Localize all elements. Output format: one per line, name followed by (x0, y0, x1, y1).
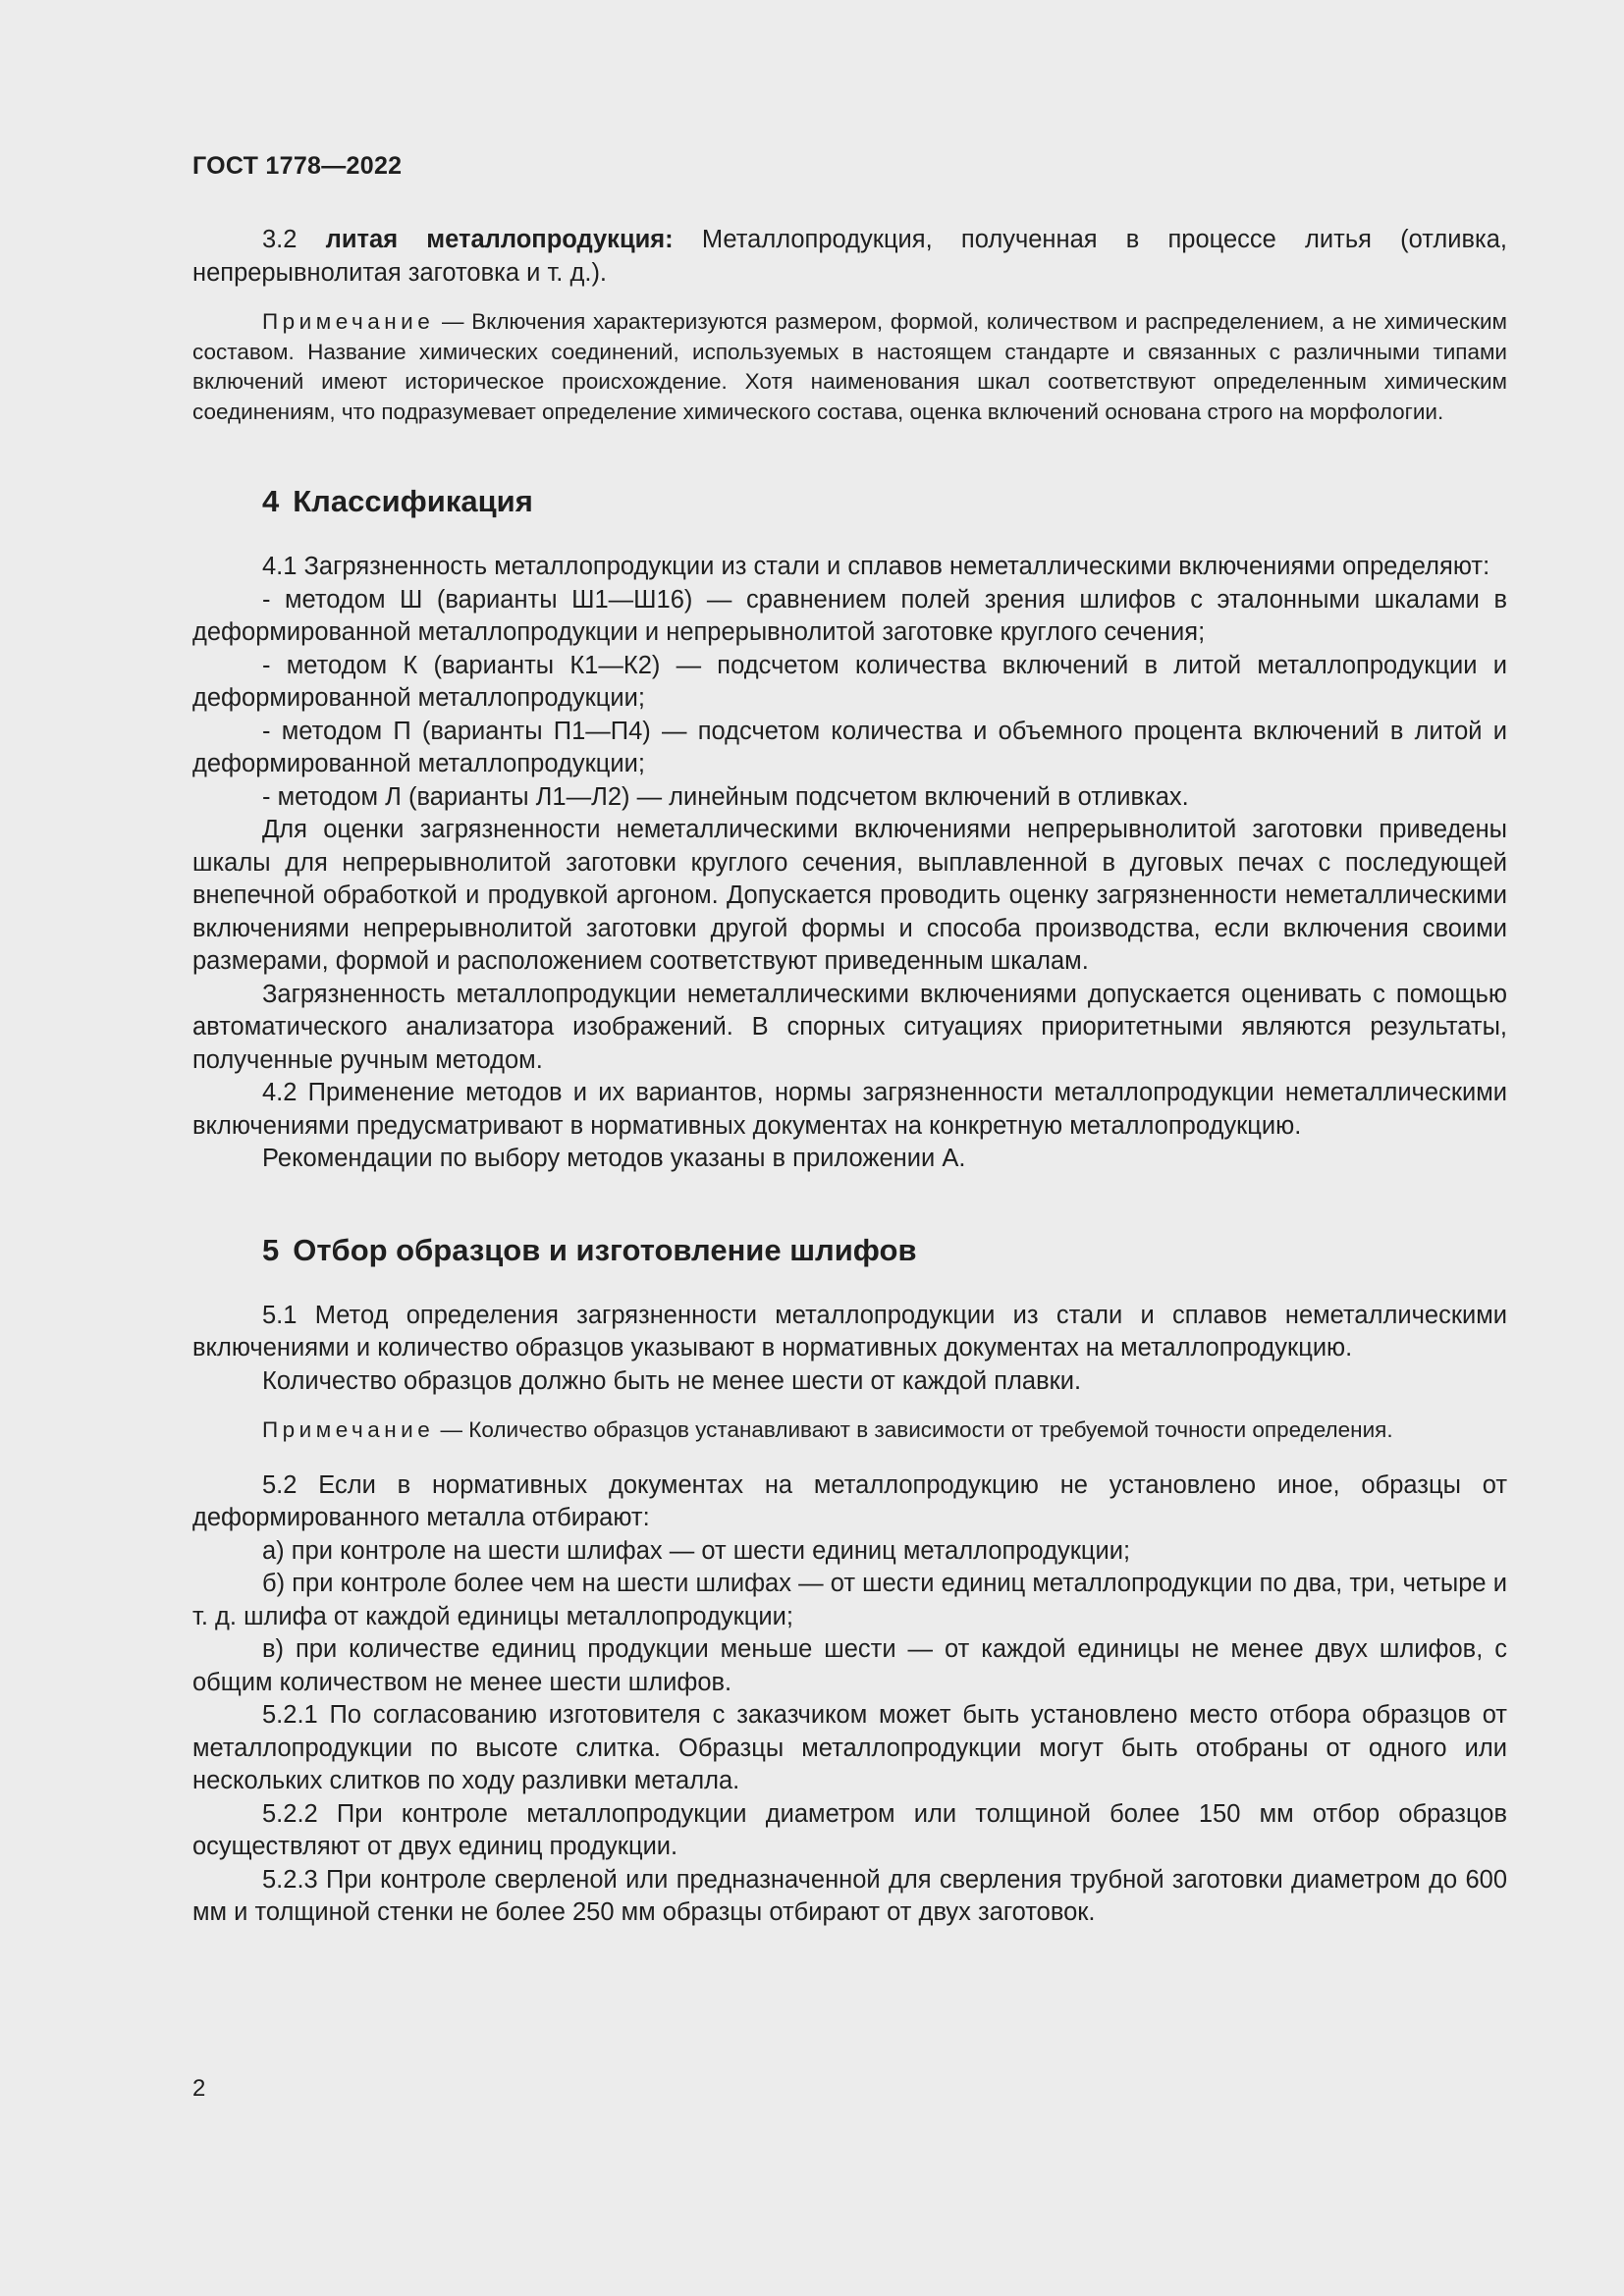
paragraph: 5.2.1 По согласованию изготовителя с заказчиком может быть установлено место отбора образцов от металлопродукции по высоте слитка. Образцы металлопродукции могут быть отобраны от одного или нескольких слитков по ходу разливки металла. (192, 1701, 1507, 1794)
note-1 (192, 307, 1507, 427)
paragraph: 5.1 Метод определения загрязненности металлопродукции из стали и сплавов неметаллическими включениями и количество образцов указывают в нормативных документах на металлопродукцию. (192, 1301, 1507, 1362)
clause-text: Металлопродукция, полученная в процессе литья (отливка, непрерывнолитая заготовка и т. д.). (192, 226, 1508, 287)
clause-3-2 (192, 224, 1507, 290)
paragraph: 5.2.2 При контроле металлопродукции диаметром или толщиной более 150 мм отбор образцов осуществляют от двух единиц продукции. (192, 1799, 1507, 1860)
page-number: 2 (192, 2075, 206, 2102)
note-label: Примечание (262, 1417, 435, 1442)
note-text: — Включения характеризуются размером, формой, количеством и распределением, а не химическим составом. Название химических соединений, используемых в настоящем стандарте и связанных с различными типами включений имеют историческое происхождение. Хотя наименования шкал соответствуют определенным химическим соединениям, что подразумевает определение химического состава, оценка включений основана строго на морфологии. (192, 309, 1507, 424)
list-item: - методом Ш (варианты Ш1—Ш16) — сравнением полей зрения шлифов с эталонными шкалами в деформированной металлопродукции и непрерывнолитой заготовке круглого сечения; (192, 585, 1507, 646)
section-title: Классификация (293, 484, 533, 518)
list-item: а) при контроле на шести шлифах — от шести единиц металлопродукции; (262, 1536, 1131, 1565)
section-number: 5 (262, 1232, 280, 1267)
clause-number: 3.2 (262, 226, 298, 253)
section-title: Отбор образцов и изготовление шлифов (293, 1232, 917, 1267)
term-definition: литая металлопродукция: (325, 226, 674, 253)
paragraph: 4.2 Применение методов и их вариантов, нормы загрязненности металлопродукции неметаллическими включениями предусматривают в нормативных документах на конкретную металлопродукцию. (192, 1079, 1507, 1140)
paragraph: 5.2 Если в нормативных документах на металлопродукцию не установлено иное, образцы от деформированного металла отбирают: (192, 1470, 1507, 1531)
section-5-heading (192, 1231, 1507, 1270)
note-label: Примечание (262, 309, 435, 334)
document-code-header: ГОСТ 1778—2022 (192, 152, 403, 180)
list-item: - методом П (варианты П1—П4) — подсчетом количества и объемного процента включений в литой и деформированной металлопродукции; (192, 717, 1507, 777)
list-item: б) при контроле более чем на шести шлифах — от шести единиц металлопродукции по два, три, четыре и т. д. шлифа от каждой единицы металлопродукции; (192, 1570, 1507, 1630)
paragraph: Загрязненность металлопродукции неметаллическими включениями допускается оценивать с помощью автоматического анализатора изображений. В спорных ситуациях приоритетными являются результаты, полученные ручным методом. (192, 980, 1507, 1074)
list-item: - методом Л (варианты Л1—Л2) — линейным подсчетом включений в отливках. (262, 782, 1189, 811)
note-2 (192, 1415, 1507, 1446)
paragraph: Рекомендации по выбору методов указаны в приложении А. (262, 1145, 966, 1172)
section-number: 4 (262, 484, 280, 518)
paragraph: 4.1 Загрязненность металлопродукции из стали и сплавов неметаллическими включениями определяют: (262, 553, 1490, 580)
paragraph: Количество образцов должно быть не менее шести от каждой плавки. (262, 1366, 1082, 1395)
list-item: - методом К (варианты К1—К2) — подсчетом количества включений в литой металлопродукции и деформированной металлопродукции; (192, 651, 1507, 712)
list-item: в) при количестве единиц продукции меньше шести — от каждой единицы не менее двух шлифов, с общим количеством не менее шести шлифов. (192, 1635, 1507, 1696)
page-content (192, 224, 1507, 1930)
paragraph: 5.2.3 При контроле сверленой или предназначенной для сверления трубной заготовки диаметром до 600 мм и толщиной стенки не более 250 мм образцы отбирают от двух заготовок. (192, 1865, 1507, 1926)
note-text: — Количество образцов устанавливают в зависимости от требуемой точности определения. (440, 1417, 1393, 1442)
paragraph: Для оценки загрязненности неметаллическими включениями непрерывнолитой заготовки приведены шкалы для непрерывнолитой заготовки круглого сечения, выплавленной в дуговых печах с последующей внепечной обработкой и продувкой аргоном. Допускается проводить оценку загрязненности неметаллическими включениями непрерывнолитой заготовки другой формы и способа производства, если включения своими размерами, формой и расположением соответствуют приведенным шкалам. (192, 816, 1507, 975)
section-4-heading (192, 482, 1507, 521)
